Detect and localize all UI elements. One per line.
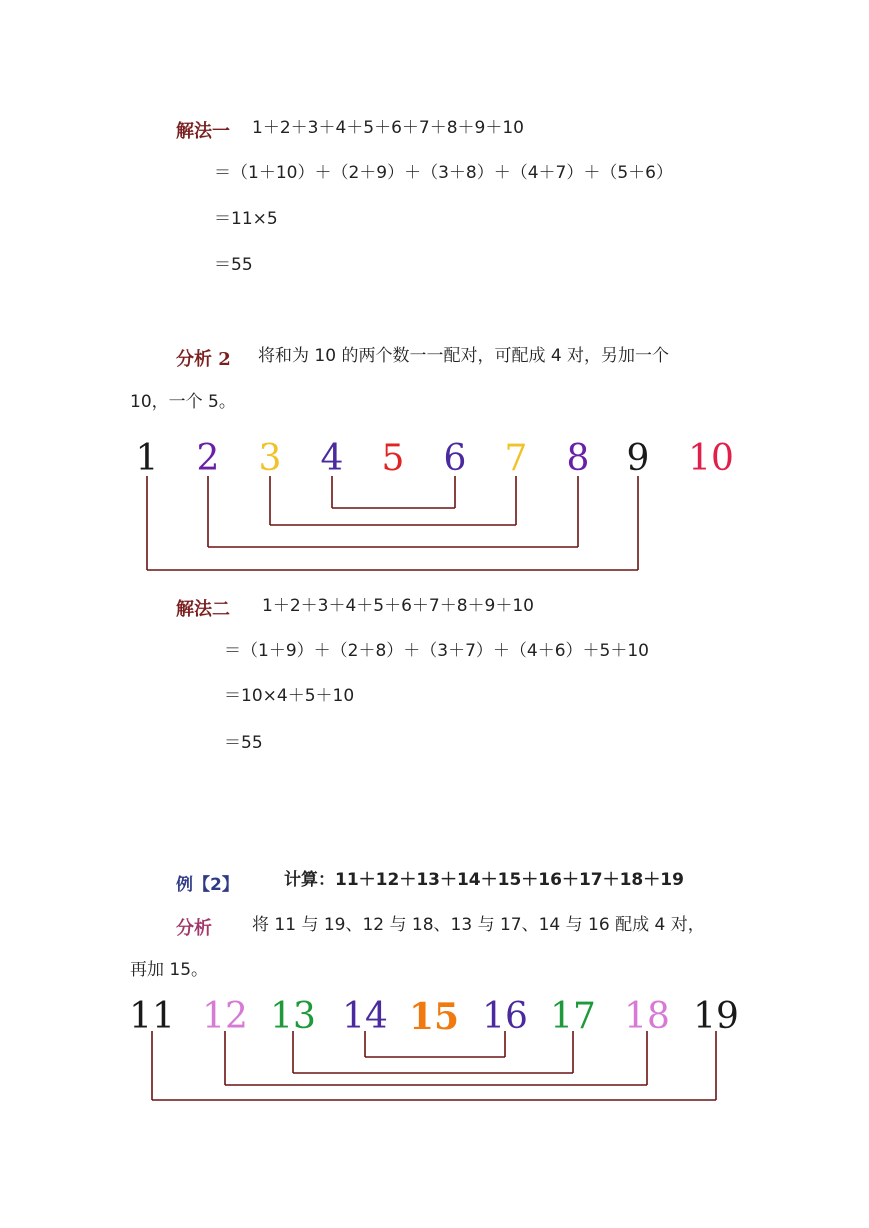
example2-label: 例【2】 <box>176 875 239 895</box>
analysis2-line2: 10，一个 5。 <box>130 392 236 412</box>
number-4: 4 <box>320 438 344 479</box>
number-17: 17 <box>550 996 596 1037</box>
number-15: 15 <box>408 996 460 1038</box>
number-8: 8 <box>566 438 590 479</box>
number-10: 10 <box>688 438 734 479</box>
analysis3-line2: 再加 15。 <box>130 960 209 980</box>
method1-step2: ＝11×5 <box>214 209 278 229</box>
number-7: 7 <box>504 438 528 479</box>
method1-label: 解法一 <box>176 121 230 142</box>
number-1: 1 <box>135 438 159 479</box>
number-18: 18 <box>624 996 670 1037</box>
analysis2-line1: 将和为 10 的两个数一一配对，可配成 4 对，另加一个 <box>258 346 670 366</box>
analysis3-label: 分析 <box>176 918 212 939</box>
number-5: 5 <box>381 438 405 479</box>
number-13: 13 <box>270 996 316 1037</box>
number-16: 16 <box>482 996 528 1037</box>
method2-expression: 1＋2＋3＋4＋5＋6＋7＋8＋9＋10 <box>262 596 534 616</box>
method1-expression: 1＋2＋3＋4＋5＋6＋7＋8＋9＋10 <box>252 118 524 138</box>
method2-step3: ＝55 <box>224 733 263 753</box>
pair-connector-11-19 <box>152 1031 716 1100</box>
analysis2-label: 分析 2 <box>176 349 231 370</box>
method1-step3: ＝55 <box>214 255 253 275</box>
example2-title: 计算：11＋12＋13＋14＋15＋16＋17＋18＋19 <box>284 870 684 890</box>
method2-step1: ＝（1＋9）＋（2＋8）＋（3＋7）＋（4＋6）＋5＋10 <box>224 641 649 661</box>
number-12: 12 <box>202 996 248 1037</box>
method2-step2: ＝10×4＋5＋10 <box>224 686 355 706</box>
pair-connector-12-18 <box>225 1031 647 1085</box>
number-9: 9 <box>626 438 650 479</box>
number-11: 11 <box>129 996 175 1037</box>
number-6: 6 <box>443 438 467 479</box>
number-14: 14 <box>342 996 388 1037</box>
analysis3-line1: 将 11 与 19、12 与 18、13 与 17、14 与 16 配成 4 对， <box>252 915 705 935</box>
number-19: 19 <box>693 996 739 1037</box>
number-3: 3 <box>258 438 282 479</box>
method2-label: 解法二 <box>176 599 230 620</box>
method1-step1: ＝（1＋10）＋（2＋9）＋（3＋8）＋（4＋7）＋（5＋6） <box>214 163 673 183</box>
number-2: 2 <box>196 438 220 479</box>
